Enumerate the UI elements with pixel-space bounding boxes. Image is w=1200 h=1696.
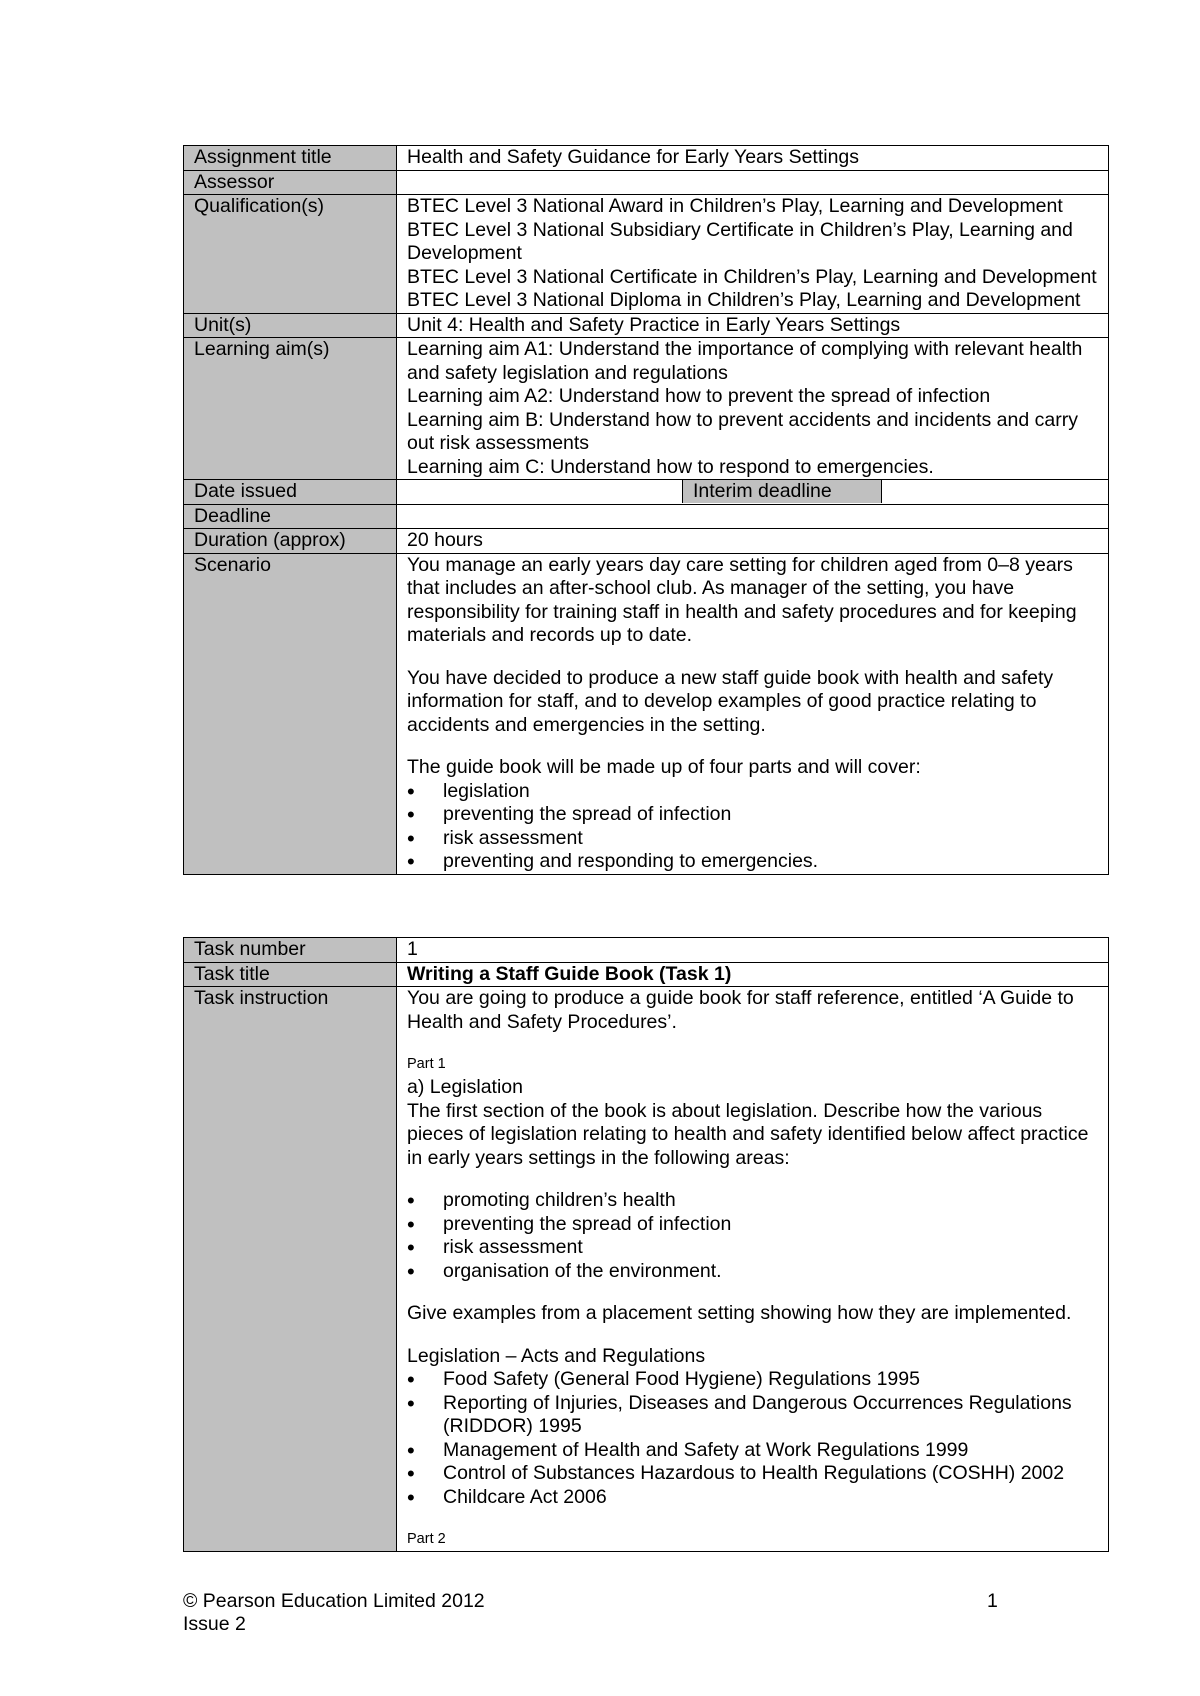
task-instruction-value [397, 987, 1109, 1552]
list-item: • Reporting of Injuries, Diseases and Dangerous Occurrences Regulations (RIDDOR) 1995 [407, 1392, 1100, 1439]
list-item: • organisation of the environment. [407, 1260, 1100, 1284]
deadline-value [397, 504, 1109, 529]
date-issued-row [184, 480, 1109, 505]
date-fields [397, 480, 1108, 503]
part-1-text: The first section of the book is about legislation. Describe how the various pieces of legislation relating to health and safety identified below affect practice in early years settings in the following areas: [407, 1099, 1089, 1169]
assessor-value [397, 170, 1109, 195]
assessor-row [184, 170, 1109, 195]
duration-row [184, 529, 1109, 554]
part-1-heading: a) Legislation [407, 1076, 523, 1098]
learning-aims-value [397, 338, 1109, 480]
legislation-bullet-list [407, 1368, 1100, 1509]
learning-aims-row [184, 338, 1109, 480]
units-label: Unit(s) [184, 313, 397, 338]
duration-value: 20 hours [397, 529, 1109, 554]
qualification-item: BTEC Level 3 National Certificate in Children’s Play, Learning and Development [407, 265, 1097, 288]
list-item: • preventing and responding to emergencies. [407, 850, 1100, 874]
learning-aims-label: Learning aim(s) [184, 338, 397, 480]
qualifications-label: Qualification(s) [184, 195, 397, 314]
copyright-text: © Pearson Education Limited 2012 [183, 1590, 485, 1612]
date-issued-label: Date issued [184, 480, 397, 505]
units-value: Unit 4: Health and Safety Practice in Early Years Settings [397, 313, 1109, 338]
date-issued-value [397, 480, 1109, 505]
scenario-row [184, 553, 1109, 874]
qualification-item: BTEC Level 3 National Subsidiary Certificate in Children’s Play, Learning and Development [407, 218, 1073, 264]
task-title-value: Writing a Staff Guide Book (Task 1) [397, 962, 1109, 987]
issue-text: Issue 2 [183, 1613, 246, 1635]
task-intro: You are going to produce a guide book for staff reference, entitled ‘A Guide to Health and Safety Procedures’. [407, 987, 1074, 1033]
task-instruction-row [184, 987, 1109, 1552]
qualification-item: BTEC Level 3 National Diploma in Children’s Play, Learning and Development [407, 289, 1081, 311]
list-item: • promoting children’s health [407, 1189, 1100, 1213]
task-table [183, 937, 1109, 1552]
duration-label: Duration (approx) [184, 529, 397, 554]
units-row [184, 313, 1109, 338]
list-item: • legislation [407, 780, 1100, 804]
part-2-label: Part 2 [407, 1531, 446, 1547]
learning-aim-item: Learning aim C: Understand how to respond to emergencies. [407, 455, 934, 478]
list-item: • Management of Health and Safety at Work Regulations 1999 [407, 1439, 1100, 1463]
interim-deadline-label: Interim deadline [682, 480, 882, 503]
task-instruction-label: Task instruction [184, 987, 397, 1552]
list-item: • preventing the spread of infection [407, 803, 1100, 827]
learning-aim-item: Learning aim A1: Understand the importance of complying with relevant health and safety legislation and regulations [407, 338, 1083, 384]
list-item: • Childcare Act 2006 [407, 1486, 1100, 1510]
assessor-label: Assessor [184, 170, 397, 195]
list-item: • Food Safety (General Food Hygiene) Regulations 1995 [407, 1368, 1100, 1392]
scenario-value [397, 553, 1109, 874]
assignment-title-value: Health and Safety Guidance for Early Years Settings [397, 146, 1109, 171]
scenario-bullet-list [407, 780, 1100, 874]
qualifications-row [184, 195, 1109, 314]
list-item: • preventing the spread of infection [407, 1213, 1100, 1237]
qualifications-value [397, 195, 1109, 314]
task-title-label: Task title [184, 962, 397, 987]
areas-bullet-list [407, 1189, 1100, 1283]
scenario-paragraph: You manage an early years day care setting for children aged from 0–8 years that includes an after-school club. As manager of the setting, you have responsibility for training staff in health and safety procedures and for keeping materials and records up to date. [407, 553, 1077, 646]
list-item: • Control of Substances Hazardous to Health Regulations (COSHH) 2002 [407, 1462, 1100, 1486]
date-issued-field [397, 480, 682, 503]
learning-aim-item: Learning aim B: Understand how to prevent accidents and incidents and carry out risk assessments [407, 408, 1078, 454]
page-number: 1 [987, 1590, 998, 1612]
task-number-label: Task number [184, 938, 397, 963]
scenario-label: Scenario [184, 553, 397, 874]
list-item: • risk assessment [407, 827, 1100, 851]
list-item: • risk assessment [407, 1236, 1100, 1260]
legislation-heading: Legislation – Acts and Regulations [407, 1344, 706, 1367]
page-footer [183, 1590, 485, 1636]
examples-text: Give examples from a placement setting showing how they are implemented. [407, 1302, 1072, 1324]
scenario-paragraph: The guide book will be made up of four parts and will cover: [407, 756, 921, 778]
deadline-row [184, 504, 1109, 529]
part-1-label: Part 1 [407, 1056, 446, 1072]
deadline-label: Deadline [184, 504, 397, 529]
task-title-row [184, 962, 1109, 987]
qualification-item: BTEC Level 3 National Award in Children’s Play, Learning and Development [407, 195, 1063, 217]
assignment-title-row [184, 146, 1109, 171]
task-number-row [184, 938, 1109, 963]
assignment-table [183, 145, 1109, 875]
scenario-paragraph: You have decided to produce a new staff guide book with health and safety information for staff, and to develop examples of good practice relating to accidents and emergencies in the setting. [407, 666, 1054, 736]
assignment-title-label: Assignment title [184, 146, 397, 171]
learning-aim-item: Learning aim A2: Understand how to prevent the spread of infection [407, 385, 991, 407]
task-number-value: 1 [397, 938, 1109, 963]
